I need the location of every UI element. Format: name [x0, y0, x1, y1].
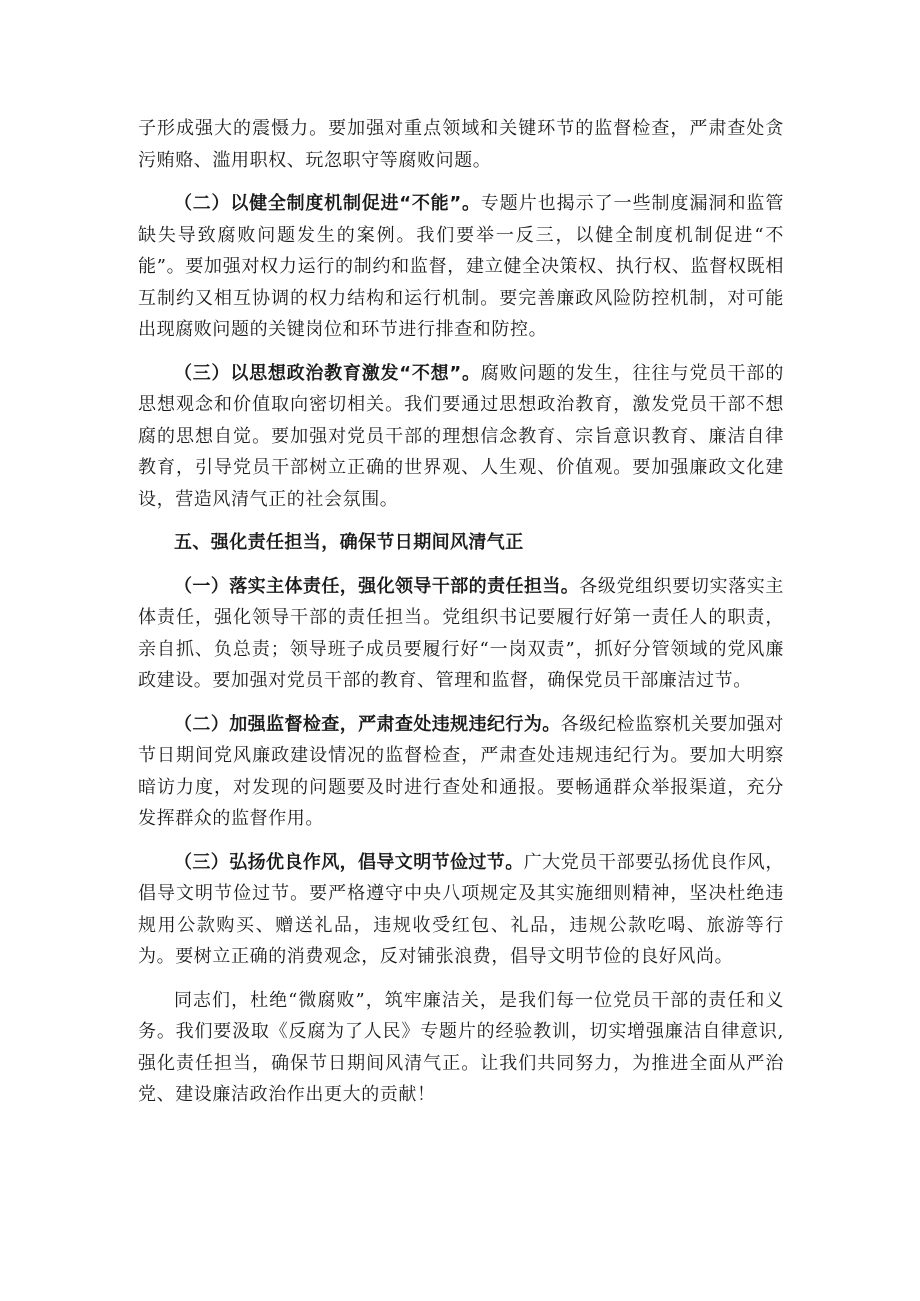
document-body: [138, 113, 784, 1123]
paragraph-lead: （二）加强监督检查，严肃查处违规违纪行为。: [174, 713, 561, 735]
paragraph-lead: （一）落实主体责任，强化领导干部的责任担当。: [174, 575, 580, 597]
paragraph-text: 广大党员干部要弘扬优良作风，倡导文明节俭过节。要严格遵守中央八项规定及其实施细则精神，坚决杜绝违规用公款购买、赠送礼品，违规收受红包、礼品，违规公款吃喝、旅游等行为。要树立正确的消费观念，反对铺张浪费，倡导文明节俭的良好风尚。: [138, 851, 785, 967]
paragraph-lead: （三）弘扬优良作风，倡导文明节俭过节。: [174, 851, 524, 873]
paragraph-lead: （二）以健全制度机制促进“不能”。: [174, 193, 481, 214]
paragraph-system-mechanism: [138, 188, 784, 346]
paragraph-text: 各级纪检监察机关要加强对节日期间党风廉政建设情况的监督检查，严肃查处违规违纪行为。要加大明察暗访力度，对发现的问题要及时进行查处和通报。要畅通群众举报渠道，充分发挥群众的监督作用。: [138, 713, 784, 829]
paragraph-supervision: [138, 709, 784, 835]
paragraph-lead: （三）以思想政治教育激发“不想”。: [174, 362, 481, 384]
paragraph-frugal-festival: [138, 847, 784, 973]
section-heading: 五、强化责任担当，确保节日期间风清气正: [174, 532, 524, 553]
closing-paragraph: 同志们，杜绝“微腐败”，筑牢廉洁关，是我们每一位党员干部的责任和义务。我们要汲取《反腐为了人民》专题片的经验教训，切实增强廉洁自律意识,强化责任担当，确保节日期间风清气正。让我们共同努力，为推进全面从严治党、建设廉洁政治作出更大的贡献！: [138, 989, 784, 1105]
paragraph-text: 各级党组织要切实落实主体责任，强化领导干部的责任担当。党组织书记要履行好第一责任人的职责，亲自抓、负总责；领导班子成员要履行好“一岗双责”，抓好分管领域的党风廉政建设。要加强对党员干部的教育、管理和监督，确保党员干部廉洁过节。: [138, 575, 784, 691]
paragraph-political-education: [138, 358, 784, 516]
paragraph-main-responsibility: [138, 571, 784, 697]
paragraph-text: 子形成强大的震慑力。要加强对重点领域和关键环节的监督检查，严肃查处贪污贿赂、滥用职权、玩忽职守等腐败问题。: [138, 118, 784, 171]
paragraph-text: 腐败问题的发生，往往与党员干部的思想观念和价值取向密切相关。我们要通过思想政治教育，激发党员干部不想腐的思想自觉。要加强对党员干部的理想信念教育、宗旨意识教育、廉洁自律教育，引导党员干部树立正确的世界观、人生观、价值观。要加强廉政文化建设，营造风清气正的社会氛围。: [138, 362, 784, 510]
paragraph-text: 专题片也揭示了一些制度漏洞和监管缺失导致腐败问题发生的案例。我们要举一反三，以健全制度机制促进“不能”。要加强对权力运行的制约和监督，建立健全决策权、执行权、监督权既相互制约又相互协调的权力结构和运行机制。要完善廉政风险防控机制，对可能出现腐败问题的关键岗位和环节进行排查和防控。: [138, 193, 784, 340]
paragraph-continuation: [138, 113, 784, 176]
